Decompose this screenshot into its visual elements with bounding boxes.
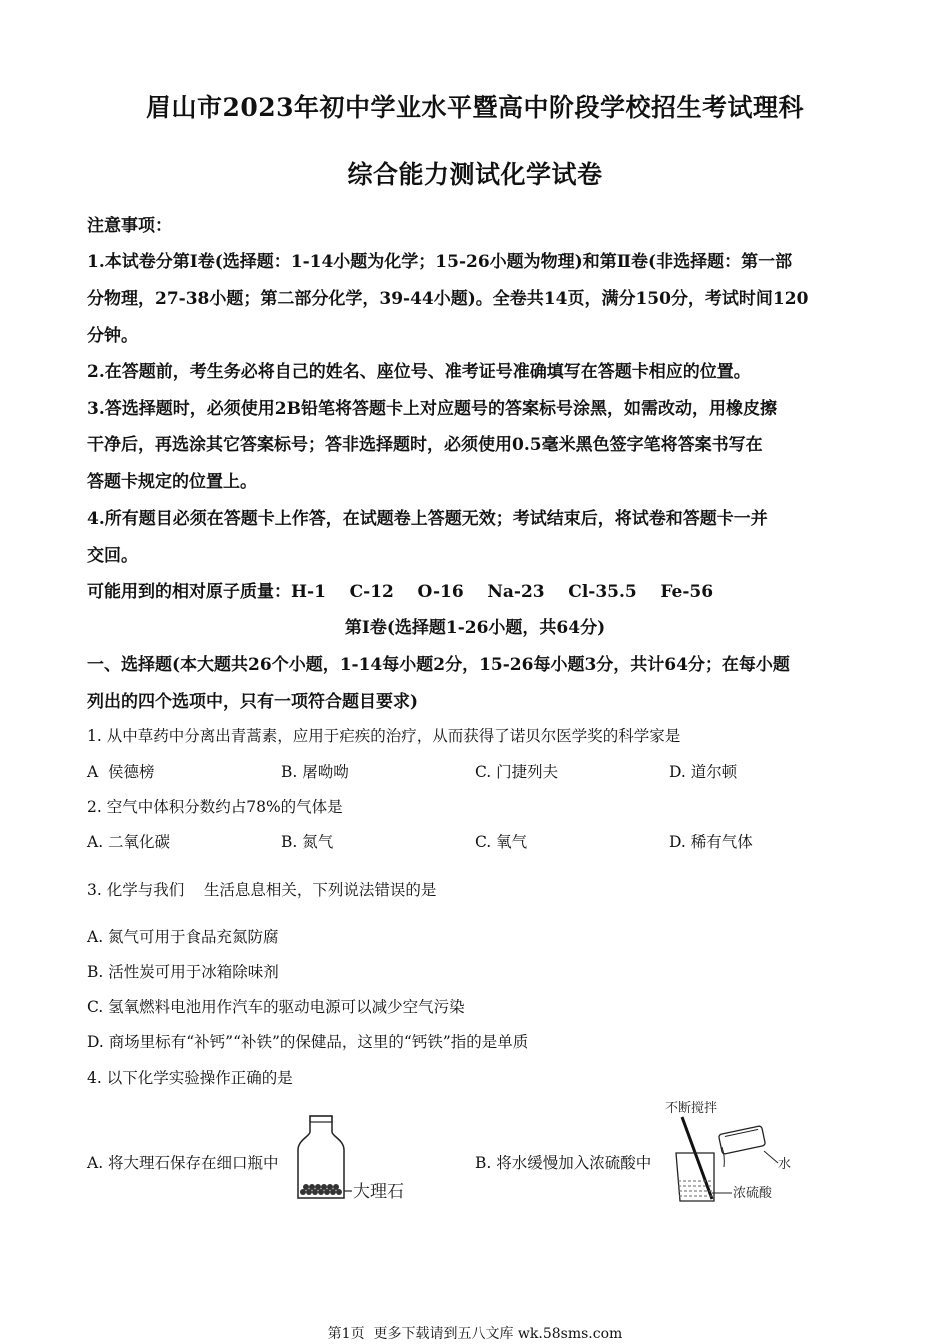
- question-1-option-b: B. 屠呦呦: [281, 763, 349, 781]
- question-3-option-a: A. 氮气可用于食品充氮防腐: [87, 928, 279, 946]
- question-2-option-d: D. 稀有气体: [669, 833, 753, 851]
- notice-line: 分物理，27-38小题；第二部分化学，39-44小题)。全卷共14页，满分150分，考试时间120: [87, 289, 809, 309]
- question-4-option-b: B. 将水缓慢加入浓硫酸中: [475, 1154, 652, 1172]
- page-title-line1: 眉山市2023年初中学业水平暨高中阶段学校招生考试理科: [145, 93, 805, 122]
- beaker-figure: [660, 1095, 820, 1207]
- atomic-masses: 可能用到的相对原子质量：H-1 C-12 O-16 Na-23 Cl-35.5 Fe-56: [87, 582, 714, 602]
- question-1-stem: 1. 从中草药中分离出青蒿素，应用于疟疾的治疗，从而获得了诺贝尔医学奖的科学家是: [87, 727, 681, 745]
- notice-line: 2.在答题前，考生务必将自己的姓名、座位号、准考证号准确填写在答题卡相应的位置。: [87, 362, 751, 382]
- section-instruction: 一、选择题(本大题共26个小题，1-14每小题2分，15-26每小题3分，共计64分；在每小题: [87, 655, 790, 675]
- volume-title: 第Ⅰ卷(选择题1-26小题，共64分): [344, 618, 606, 638]
- section-instruction: 列出的四个选项中，只有一项符合题目要求): [87, 692, 419, 712]
- question-4-option-a: A. 将大理石保存在细口瓶中: [87, 1154, 279, 1172]
- question-2-option-a: A. 二氧化碳: [87, 833, 171, 851]
- bottle-label: 大理石: [353, 1182, 404, 1202]
- pouring-vessel: [718, 1126, 765, 1167]
- question-1-option-d: D. 道尔顿: [669, 763, 738, 781]
- stir-label: 不断搅拌: [665, 1101, 718, 1116]
- question-1-option-c: C. 门捷列夫: [475, 763, 559, 781]
- notice-line: 答题卡规定的位置上。: [87, 472, 257, 492]
- marble-pellets: [300, 1184, 342, 1195]
- page-footer: 第1页 更多下载请到五八文库 wk.58sms.com: [327, 1326, 623, 1342]
- question-3-option-c: C. 氢氧燃料电池用作汽车的驱动电源可以减少空气污染: [87, 998, 465, 1016]
- question-2-option-b: B. 氮气: [281, 833, 334, 851]
- question-1-option-a: A 侯德榜: [87, 763, 155, 781]
- notice-line: 1.本试卷分第Ⅰ卷(选择题：1-14小题为化学；15-26小题为物理)和第Ⅱ卷(非选择题：第一部: [87, 252, 793, 272]
- notice-line: 干净后，再选涂其它答案标号；答非选择题时，必须使用0.5毫米黑色签字笔将答案书写在: [87, 435, 763, 455]
- question-3-option-d: D. 商场里标有“补钙”“补铁”的保健品，这里的“钙铁”指的是单质: [87, 1033, 529, 1051]
- acid-label: 浓硫酸: [733, 1186, 773, 1201]
- notice-line: 4.所有题目必须在答题卡上作答，在试题卷上答题无效；考试结束后，将试卷和答题卡一并: [87, 509, 768, 529]
- page-title-line2: 综合能力测试化学试卷: [347, 160, 603, 189]
- question-2-stem: 2. 空气中体积分数约占78%的气体是: [87, 798, 343, 816]
- question-3-option-b: B. 活性炭可用于冰箱除味剂: [87, 963, 279, 981]
- notice-line: 3.答选择题时，必须使用2B铅笔将答题卡上对应题号的答案标号涂黑，如需改动，用橡皮擦: [87, 399, 777, 419]
- narrow-bottle-figure: [290, 1112, 420, 1204]
- notice-line: 交回。: [87, 546, 138, 566]
- question-4-stem: 4. 以下化学实验操作正确的是: [87, 1069, 293, 1087]
- notice-line: 分钟。: [87, 326, 138, 346]
- question-3-stem: 3. 化学与我们 生活息息相关，下列说法错误的是: [87, 881, 437, 899]
- notice-heading: 注意事项：: [87, 216, 172, 236]
- water-label: 水: [778, 1157, 792, 1172]
- question-2-option-c: C. 氧气: [475, 833, 528, 851]
